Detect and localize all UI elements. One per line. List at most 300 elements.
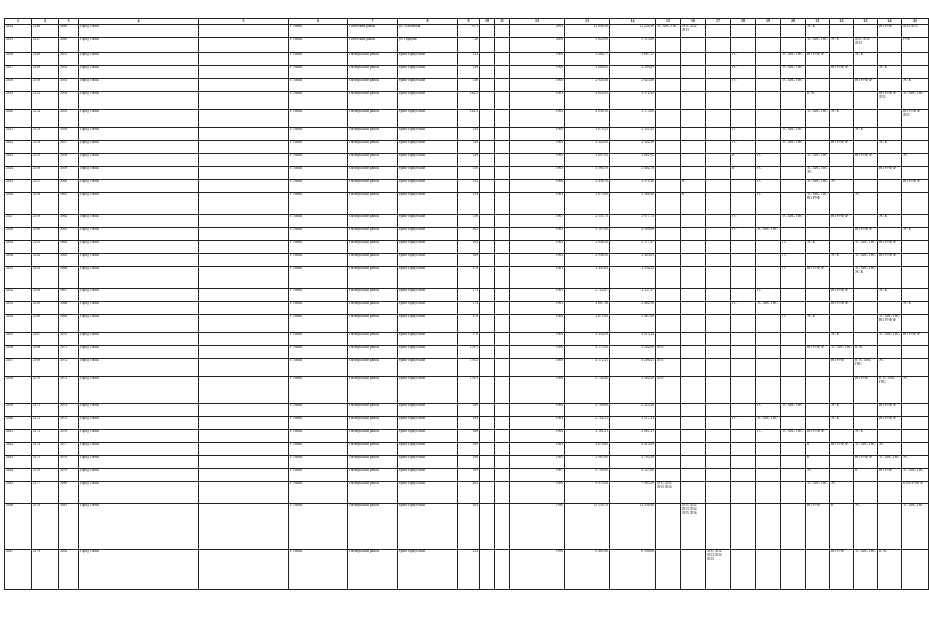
table-cell (731, 180, 756, 193)
table-cell: 2158 (32, 193, 59, 215)
table-cell (495, 456, 510, 469)
table-cell: Город Томск (79, 92, 199, 110)
table-cell: 9 979,28 (565, 482, 610, 504)
table-cell (199, 215, 289, 228)
table-cell: 1982 (510, 110, 565, 128)
table-cell: 3071 (59, 346, 79, 359)
table-cell: 1966 (510, 180, 565, 193)
table-cell (830, 241, 854, 254)
table-cell: 1965 (510, 154, 565, 167)
column-number: 10 (480, 19, 495, 25)
table-cell (656, 504, 681, 550)
table-cell (495, 254, 510, 267)
table-cell (830, 228, 854, 241)
table-cell: ВО РУФ Ф (878, 241, 902, 254)
table-cell: 1963 (510, 417, 565, 430)
table-cell (902, 141, 929, 154)
table-cell (878, 302, 902, 315)
table-row (5, 346, 929, 359)
table-cell: Город Томск (79, 53, 199, 66)
table-cell: Октябрьский район (348, 92, 398, 110)
table-cell: 1981 (510, 92, 565, 110)
table-cell: г. Томск (289, 215, 348, 228)
table-cell: 2614 (5, 25, 32, 38)
table-cell: 1988 (510, 482, 565, 504)
table-cell: ТС ХВС ГВС (806, 482, 830, 504)
table-cell (495, 92, 510, 110)
table-cell: г. Томск (289, 302, 348, 315)
table-cell: 2 320,30 (610, 141, 656, 154)
table-cell (731, 315, 756, 333)
table-cell (902, 430, 929, 443)
table-cell (756, 333, 781, 346)
table-cell: 3081 (59, 504, 79, 550)
table-cell: 2 702,51 (565, 417, 610, 430)
table-cell (902, 267, 929, 289)
table-cell: К (681, 193, 706, 215)
table-cell: Октябрьский район (348, 417, 398, 430)
table-cell: г. Томск (289, 377, 348, 404)
table-cell (656, 141, 681, 154)
table-cell: ЭС К (830, 417, 854, 430)
table-cell (878, 79, 902, 92)
table-cell (681, 346, 706, 359)
table-cell: ТС ХВС ГВС (756, 228, 781, 241)
table-cell: тракт Иркутский (398, 482, 458, 504)
table-cell (756, 550, 781, 590)
table-cell: 2169 (32, 359, 59, 377)
table-cell (480, 110, 495, 128)
table-cell: 2 871,60 (565, 315, 610, 333)
table-cell: 1963 (510, 193, 565, 215)
table-cell (830, 469, 854, 482)
table-cell: 97/1 (458, 25, 480, 38)
table-cell: Октябрьский район (348, 66, 398, 79)
table-row (5, 228, 929, 241)
table-cell: 3059 (59, 167, 79, 180)
table-cell: 3 320,30 (565, 141, 610, 154)
table-cell: ЭС К (902, 79, 929, 92)
table-cell: 1 977,75 (610, 215, 656, 228)
table-cell: 7 963,50 (610, 482, 656, 504)
table-cell: тракт Иркутский (398, 346, 458, 359)
table-cell: К ЭС (854, 346, 878, 359)
table-cell: 4 749,90 (565, 469, 610, 482)
table-cell: ул. Алтайская (398, 25, 458, 38)
table-cell: 3077 (59, 443, 79, 456)
table-cell: 2160 (32, 228, 59, 241)
table-cell: ЛО1 ЛО2 ЛО3 ЛО4 ЛО5 (706, 550, 731, 590)
table-cell (878, 504, 902, 550)
table-cell: тракт Иркутский (398, 550, 458, 590)
table-cell: 2168 (32, 346, 59, 359)
table-cell (681, 417, 706, 430)
table-cell (756, 25, 781, 38)
table-cell: К (854, 469, 878, 482)
table-cell (902, 241, 929, 254)
table-cell (731, 550, 756, 590)
table-cell: 3076 (59, 430, 79, 443)
table-cell: 4 744,80 (565, 377, 610, 404)
table-cell: К (806, 456, 830, 469)
table-cell: ТС ХВС ГВС (878, 456, 902, 469)
table-cell: 9 401,80 (565, 550, 610, 590)
table-cell: 1963 (510, 267, 565, 289)
table-cell (199, 456, 289, 469)
table-cell: 1988 (510, 359, 565, 377)
table-cell (480, 66, 495, 79)
table-cell: 3055 (59, 110, 79, 128)
table-cell: Октябрьский район (348, 180, 398, 193)
table-cell (706, 141, 731, 154)
table-cell: ЭС К (830, 254, 854, 267)
table-cell: 2155 (32, 154, 59, 167)
table-cell (902, 346, 929, 359)
table-cell: тракт Иркутский (398, 404, 458, 417)
table-cell (656, 110, 681, 128)
table-cell (681, 469, 706, 482)
table-cell: Город Томск (79, 66, 199, 79)
table-cell: тракт Иркутский (398, 267, 458, 289)
table-cell: 1963 (510, 228, 565, 241)
table-cell: Город Томск (79, 289, 199, 302)
table-cell (656, 550, 681, 590)
table-cell: 11 226,30 (610, 25, 656, 38)
table-cell (706, 359, 731, 377)
column-number: 14 (610, 19, 656, 25)
table-cell: ВО РУФ Ф (806, 53, 830, 66)
table-cell: 2 482,96 (610, 302, 656, 315)
table-cell (854, 110, 878, 128)
table-cell: Октябрьский район (348, 241, 398, 254)
table-cell: 2642 (5, 443, 32, 456)
table-cell: ВО РУФ Ф (806, 346, 830, 359)
table-cell: 2631 (5, 267, 32, 289)
table-cell: ВО РУФ Ф (830, 289, 854, 302)
table-cell: ТС ХВС ГВС (854, 443, 878, 456)
table-cell: 2626 (5, 193, 32, 215)
table-cell: 2644 (5, 469, 32, 482)
table-cell: 2153 (32, 128, 59, 141)
table-cell (706, 315, 731, 333)
table-cell: К ТС ХВС ГВС (854, 359, 878, 377)
table-cell: Октябрьский район (348, 346, 398, 359)
table-cell (656, 469, 681, 482)
table-cell: тракт Иркутский (398, 228, 458, 241)
table-cell (878, 154, 902, 167)
table-cell: 2620 (5, 110, 32, 128)
table-cell (199, 469, 289, 482)
table-cell (681, 333, 706, 346)
table-cell: тракт Иркутский (398, 154, 458, 167)
table-cell: тракт Иркутский (398, 289, 458, 302)
table-cell (706, 154, 731, 167)
table-cell (806, 417, 830, 430)
table-cell: Город Томск (79, 315, 199, 333)
table-cell (781, 193, 806, 215)
table-row (5, 333, 929, 346)
table-cell: ВО РУФ (878, 25, 902, 38)
table-cell (756, 241, 781, 254)
table-cell: ТС ХВС ГВС (781, 66, 806, 79)
table-cell: ЭС (806, 469, 830, 482)
table-cell: 3 684,85 (565, 66, 610, 79)
table-cell (199, 79, 289, 92)
table-cell: 2166 (32, 315, 59, 333)
table-cell: 1966 (510, 79, 565, 92)
table-cell (731, 482, 756, 504)
table-cell: 3082 (59, 550, 79, 590)
table-cell: ЭС К (902, 302, 929, 315)
table-cell (495, 359, 510, 377)
table-cell: 2 523,20 (610, 404, 656, 417)
table-cell: 2149 (32, 66, 59, 79)
table-cell (706, 228, 731, 241)
table-cell: 3057 (59, 141, 79, 154)
table-cell (902, 128, 929, 141)
table-cell: ГС (731, 66, 756, 79)
table-cell: Город Томск (79, 154, 199, 167)
table-cell: 3053 (59, 79, 79, 92)
table-cell: 2640 (5, 417, 32, 430)
table-cell (806, 79, 830, 92)
table-cell: 3063 (59, 228, 79, 241)
table-cell: ВО РУФ Ф ЛО1 (878, 92, 902, 110)
table-cell (781, 333, 806, 346)
table-cell: г. Томск (289, 154, 348, 167)
table-cell (902, 289, 929, 302)
table-cell (902, 215, 929, 228)
table-cell (681, 79, 706, 92)
table-cell (681, 443, 706, 456)
table-cell: ТС ХВС ГВС ЭС (806, 167, 830, 180)
table-cell (656, 193, 681, 215)
table-cell: ВО РУФ Ф (854, 456, 878, 469)
table-cell: ГС (731, 302, 756, 315)
table-cell: 3 079,25 (565, 128, 610, 141)
table-cell: Город Томск (79, 443, 199, 456)
table-cell (878, 53, 902, 66)
table-row (5, 193, 929, 215)
table-cell (480, 38, 495, 53)
table-cell: 2623 (5, 154, 32, 167)
table-cell (480, 302, 495, 315)
table-cell (878, 38, 902, 53)
table-cell (495, 193, 510, 215)
table-cell (656, 92, 681, 110)
table-cell: г. Томск (289, 25, 348, 38)
table-cell: 2 487,00 (610, 315, 656, 333)
table-cell (199, 228, 289, 241)
table-cell: 2 703,50 (610, 456, 656, 469)
table-cell (731, 333, 756, 346)
table-cell: 2008 (510, 38, 565, 53)
table-cell: 2178 (32, 504, 59, 550)
table-cell: 1963 (510, 167, 565, 180)
column-number: 9 (458, 19, 480, 25)
table-cell: ТС ХВС ГВС (781, 128, 806, 141)
table-cell (480, 550, 495, 590)
table-cell (681, 154, 706, 167)
table-cell: 178/1 (458, 346, 480, 359)
table-cell: г. Томск (289, 38, 348, 53)
table-cell: г. Томск (289, 241, 348, 254)
table-cell (199, 333, 289, 346)
table-cell (480, 254, 495, 267)
table-cell: Советский район (348, 25, 398, 38)
table-row (5, 167, 929, 180)
table-cell: тракт Иркутский (398, 193, 458, 215)
table-cell: 2633 (5, 302, 32, 315)
table-cell: ЛО1 ЛО2 ЛО3 (854, 38, 878, 53)
table-cell: Город Томск (79, 228, 199, 241)
table-cell: 2 948,92 (565, 254, 610, 267)
table-cell: 2624 (5, 167, 32, 180)
table-cell: ЭС (830, 482, 854, 504)
table-cell (781, 469, 806, 482)
table-cell (656, 289, 681, 302)
table-cell (731, 456, 756, 469)
table-cell (495, 482, 510, 504)
table-cell (495, 430, 510, 443)
table-cell (830, 430, 854, 443)
table-cell (656, 333, 681, 346)
table-cell: 2 556,52 (610, 267, 656, 289)
table-cell (480, 443, 495, 456)
table-cell: ГС (781, 315, 806, 333)
table-cell (480, 79, 495, 92)
table-cell: 198 (458, 469, 480, 482)
table-cell (830, 167, 854, 180)
table-cell: 2154 (32, 141, 59, 154)
table-cell (681, 430, 706, 443)
table-cell: 2 351,45 (610, 128, 656, 141)
column-number: 20 (781, 19, 806, 25)
table-cell: 2625 (5, 180, 32, 193)
table-cell: ГС (731, 215, 756, 228)
table-row (5, 404, 929, 417)
column-number: 12 (510, 19, 565, 25)
table-cell: 2159 (32, 215, 59, 228)
table-cell: ВО РУФ (878, 469, 902, 482)
table-cell (656, 180, 681, 193)
table-cell (731, 377, 756, 404)
table-cell: тракт Иркутский (398, 92, 458, 110)
table-cell: Октябрьский район (348, 228, 398, 241)
table-cell (902, 404, 929, 417)
column-number: 19 (756, 19, 781, 25)
table-cell (781, 377, 806, 404)
table-cell (878, 180, 902, 193)
table-cell (854, 66, 878, 79)
table-cell (830, 456, 854, 469)
table-row (5, 430, 929, 443)
table-cell (656, 430, 681, 443)
table-cell: ТС ХВС ГВС (781, 53, 806, 66)
table-cell (480, 430, 495, 443)
table-cell: Октябрьский район (348, 550, 398, 590)
table-cell: тракт Иркутский (398, 333, 458, 346)
table-cell (902, 550, 929, 590)
table-cell (495, 53, 510, 66)
column-number: 25 (902, 19, 929, 25)
table-cell: Октябрьский район (348, 315, 398, 333)
table-row (5, 302, 929, 315)
table-cell: 3 175,60 (610, 110, 656, 128)
table-cell: г. Томск (289, 53, 348, 66)
table-cell: тракт Иркутский (398, 167, 458, 180)
table-cell: 1987 (510, 469, 565, 482)
table-cell: 202 (458, 482, 480, 504)
table-cell (199, 92, 289, 110)
table-cell: 12 256,90 (610, 504, 656, 550)
table-cell (756, 66, 781, 79)
table-cell (199, 193, 289, 215)
table-cell: 3070 (59, 333, 79, 346)
table-cell (830, 92, 854, 110)
column-number: 18 (731, 19, 756, 25)
table-cell: ЭС К (878, 66, 902, 79)
table-cell (495, 215, 510, 228)
table-cell (199, 110, 289, 128)
table-cell (731, 359, 756, 377)
table-cell: тракт Иркутский (398, 79, 458, 92)
table-cell (495, 128, 510, 141)
table-cell: Октябрьский район (348, 141, 398, 154)
table-cell: Октябрьский район (348, 359, 398, 377)
table-cell: ЭС К (830, 404, 854, 417)
table-cell: г. Томск (289, 333, 348, 346)
table-cell: 3052 (59, 66, 79, 79)
table-cell: 5 113,60 (610, 38, 656, 53)
table-cell: 2151 (32, 92, 59, 110)
table-cell (495, 154, 510, 167)
table-cell (656, 456, 681, 469)
table-cell (731, 430, 756, 443)
table-cell: ЭС К (854, 430, 878, 443)
table-cell (495, 417, 510, 430)
table-cell: Октябрьский район (348, 167, 398, 180)
table-cell (781, 110, 806, 128)
table-cell (854, 315, 878, 333)
table-cell (681, 141, 706, 154)
table-cell: ЭС К (830, 333, 854, 346)
table-cell: Октябрьский район (348, 154, 398, 167)
table-cell (199, 25, 289, 38)
table-cell (495, 504, 510, 550)
table-cell (731, 346, 756, 359)
table-cell: 2619 (5, 92, 32, 110)
table-cell: 172 (458, 289, 480, 302)
table-cell: 2167 (32, 333, 59, 346)
table-cell: 162 (458, 228, 480, 241)
table-cell (495, 180, 510, 193)
table-cell (199, 482, 289, 504)
table-row (5, 128, 929, 141)
table-cell: ЛО1 (656, 377, 681, 404)
table-cell: тракт Иркутский (398, 443, 458, 456)
table-cell: г. Томск (289, 289, 348, 302)
table-cell (681, 404, 706, 417)
table-cell (495, 79, 510, 92)
table-cell (878, 267, 902, 289)
table-row (5, 141, 929, 154)
table-cell: ВО РУФ Ф (878, 404, 902, 417)
table-cell: г. Томск (289, 443, 348, 456)
table-cell: 4 173,50 (565, 346, 610, 359)
table-cell (495, 241, 510, 254)
table-cell: 1996 (510, 550, 565, 590)
